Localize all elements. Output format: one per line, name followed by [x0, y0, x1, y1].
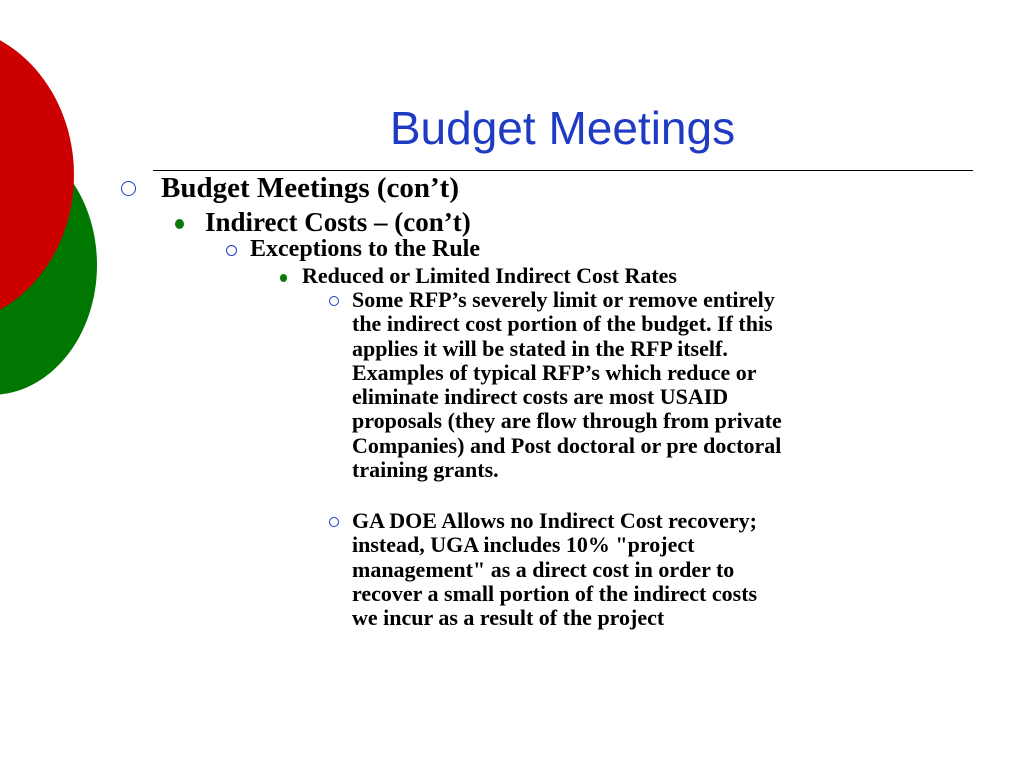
- paragraph-line: Some RFP’s severely limit or remove entirely: [352, 287, 775, 312]
- ring-bullet-icon: [226, 245, 237, 256]
- dot-bullet-icon: [280, 274, 287, 282]
- level5-item-1: [352, 288, 964, 482]
- paragraph-line: eliminate indirect costs are most USAID: [352, 384, 729, 410]
- level2-item: Indirect Costs – (con’t): [205, 207, 471, 237]
- paragraph-line: training grants.: [352, 457, 499, 483]
- paragraph-line: Examples of typical RFP’s which reduce or: [352, 359, 757, 385]
- paragraph-line: recover a small portion of the indirect costs: [352, 580, 758, 606]
- paragraph-line: management" as a direct cost in order to: [352, 556, 735, 582]
- paragraph-line: instead, UGA includes 10% "project: [352, 532, 695, 558]
- paragraph-line: proposals (they are flow through from private: [352, 408, 782, 434]
- paragraph-line: Companies) and Post doctoral or pre doctoral: [352, 432, 782, 458]
- ring-bullet-icon: [329, 517, 339, 527]
- dot-bullet-icon: [175, 219, 184, 229]
- ring-bullet-icon: [121, 181, 136, 196]
- level3-item: Exceptions to the Rule: [250, 236, 480, 262]
- level5-item-2: [352, 509, 964, 630]
- paragraph-line: GA DOE Allows no Indirect Cost recovery;: [352, 508, 757, 533]
- level4-item: Reduced or Limited Indirect Cost Rates: [302, 263, 677, 288]
- paragraph-line: we incur as a result of the project: [352, 605, 665, 631]
- ring-bullet-icon: [329, 296, 339, 306]
- paragraph-line: the indirect cost portion of the budget. If this: [352, 311, 773, 337]
- paragraph-line: applies it will be stated in the RFP itself.: [352, 335, 728, 361]
- slide-title: Budget Meetings: [389, 102, 736, 154]
- level1-item: Budget Meetings (con’t): [161, 172, 460, 204]
